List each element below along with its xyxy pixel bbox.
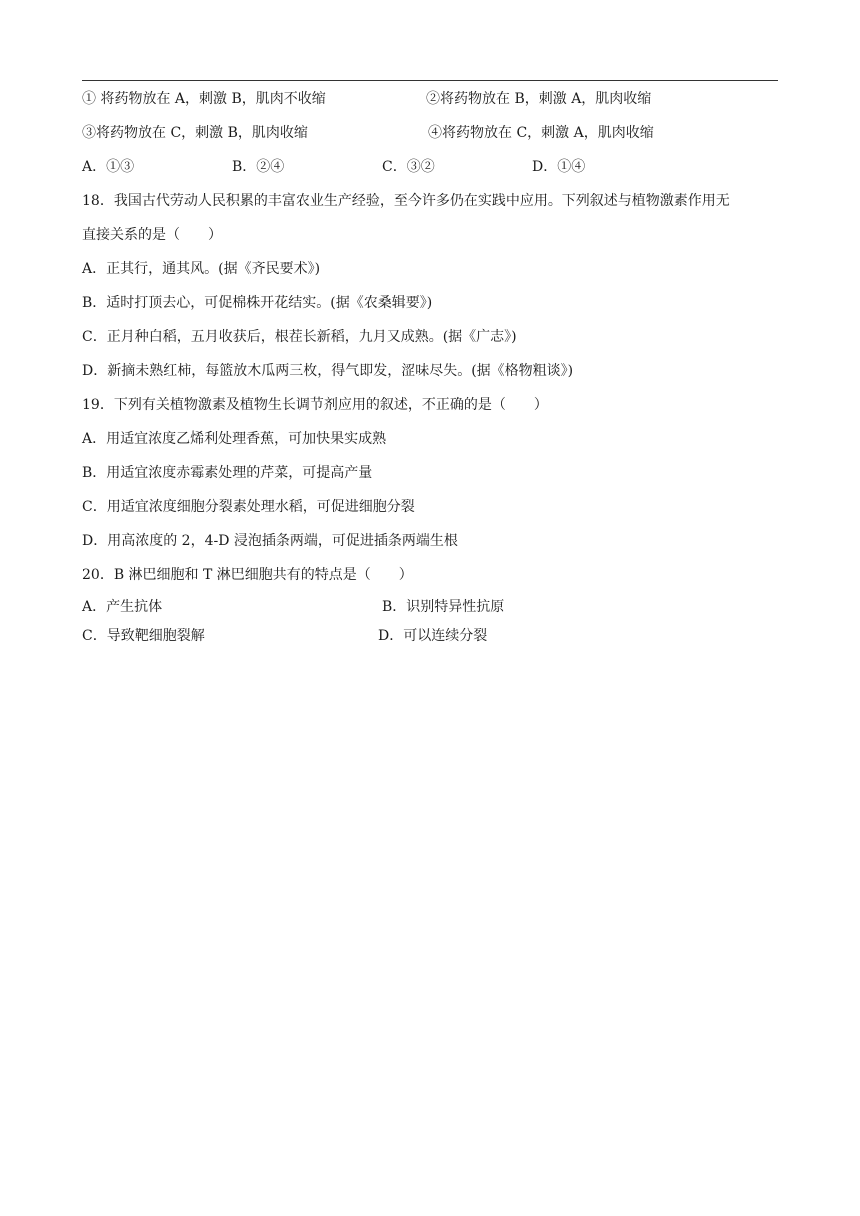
q17-choice-d: D．①④	[532, 159, 586, 175]
q17-statement-2: ②将药物放在 B，刺激 A，肌肉收缩	[426, 91, 652, 107]
q18-stem-line-1: 18．我国古代劳动人民积累的丰富农业生产经验，至今许多仍在实践中应用。下列叙述与植物激素作用无	[82, 193, 730, 209]
q17-statement-3: ③将药物放在 C，刺激 B，肌肉收缩	[82, 125, 308, 141]
q17-choice-b: B．②④	[232, 159, 285, 175]
q18-choice-d: D．新摘未熟红柿，每篮放木瓜两三枚，得气即发，涩味尽失。(据《格物粗谈》)	[82, 363, 574, 379]
header-rule	[82, 80, 778, 81]
q19-choice-c: C．用适宜浓度细胞分裂素处理水稻，可促进细胞分裂	[82, 499, 415, 515]
q17-statement-4: ④将药物放在 C，刺激 A，肌肉收缩	[428, 125, 654, 141]
q18-choice-b: B．适时打顶去心，可促棉株开花结实。(据《农桑辑要》)	[82, 295, 433, 311]
q19-choice-a: A．用适宜浓度乙烯利处理香蕉，可加快果实成熟	[82, 431, 387, 447]
q19-choice-d: D．用高浓度的 2，4-D 浸泡插条两端，可促进插条两端生根	[82, 533, 458, 549]
q20-choice-a: A．产生抗体	[82, 599, 163, 615]
q20-choice-c: C．导致靶细胞裂解	[82, 628, 205, 644]
q19-choice-b: B．用适宜浓度赤霉素处理的芹菜，可提高产量	[82, 465, 373, 481]
q18-choice-c: C．正月种白稻，五月收获后，根茬长新稻，九月又成熟。(据《广志》)	[82, 329, 517, 345]
q17-statement-1: ① 将药物放在 A，刺激 B，肌肉不收缩	[82, 91, 326, 107]
q19-stem: 19．下列有关植物激素及植物生长调节剂应用的叙述，不正确的是（ ）	[82, 397, 548, 413]
q20-choice-b: B．识别特异性抗原	[382, 599, 505, 615]
q17-choice-a: A．①③	[82, 159, 135, 175]
q20-choice-d: D．可以连续分裂	[378, 628, 488, 644]
q20-stem: 20．B 淋巴细胞和 T 淋巴细胞共有的特点是（ ）	[82, 567, 413, 583]
q18-stem-line-2: 直接关系的是（ ）	[82, 227, 222, 243]
q18-choice-a: A．正其行，通其风。(据《齐民要术》)	[82, 261, 321, 277]
q17-choice-c: C．③②	[382, 159, 435, 175]
